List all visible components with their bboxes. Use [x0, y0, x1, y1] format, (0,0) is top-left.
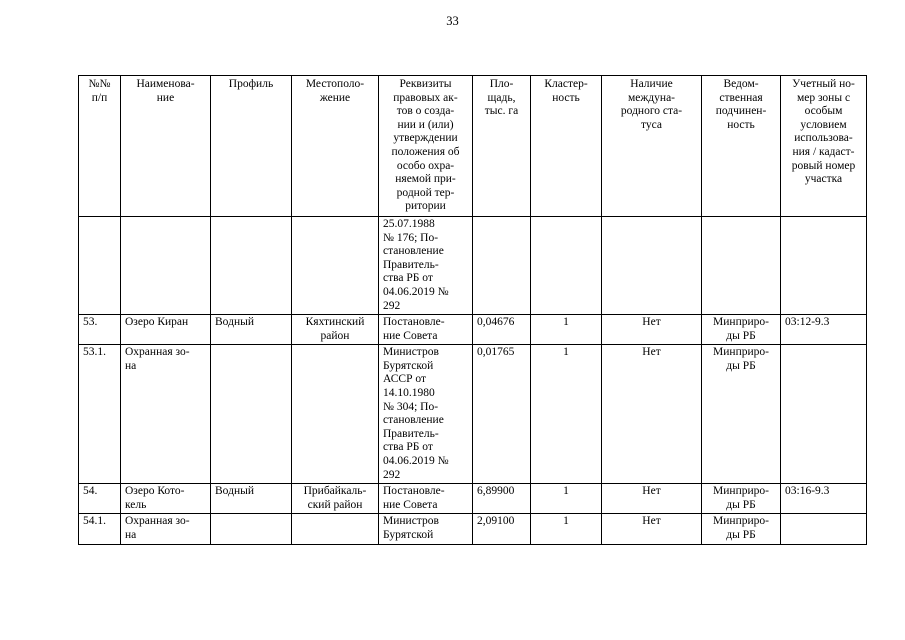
- cell-acts: Постановле- ние Совета: [379, 484, 473, 514]
- cell-area: 0,04676: [473, 315, 531, 345]
- cell-profile: [211, 345, 292, 484]
- table-row: [79, 315, 867, 345]
- page-number: 33: [446, 14, 459, 28]
- header-acts: Реквизиты правовых ак- тов о созда- нии и (или) утверждении положения об особо охра- няемой при- родной тер- ритории: [379, 76, 473, 217]
- table-header-row: [79, 76, 867, 217]
- cell-acts: Постановле- ние Совета: [379, 315, 473, 345]
- cell-department: Минприро- ды РБ: [702, 345, 781, 484]
- cell-area: 0,01765: [473, 345, 531, 484]
- header-location: Местополо- жение: [292, 76, 379, 217]
- cell-department: Минприро- ды РБ: [702, 315, 781, 345]
- cell-reg-number: [781, 514, 867, 544]
- cell-location: [292, 216, 379, 314]
- cell-cluster: 1: [531, 315, 602, 345]
- protected-areas-table: [78, 75, 867, 545]
- cell-acts: Министров Бурятской АССР от 14.10.1980 № 304; По- становление Правитель- ства РБ от 04.06.2019 № 292: [379, 345, 473, 484]
- cell-intl-status: Нет: [602, 484, 702, 514]
- header-cluster: Кластер- ность: [531, 76, 602, 217]
- cell-num: 53.: [79, 315, 121, 345]
- table-row: [79, 216, 867, 314]
- cell-acts: Министров Бурятской: [379, 514, 473, 544]
- cell-num: [79, 216, 121, 314]
- cell-location: [292, 514, 379, 544]
- cell-name: Озеро Кото- кель: [121, 484, 211, 514]
- cell-num: 54.1.: [79, 514, 121, 544]
- cell-intl-status: Нет: [602, 345, 702, 484]
- cell-name: Охранная зо- на: [121, 514, 211, 544]
- cell-profile: [211, 216, 292, 314]
- cell-reg-number: 03:16-9.3: [781, 484, 867, 514]
- cell-area: 6,89900: [473, 484, 531, 514]
- header-name: Наименова- ние: [121, 76, 211, 217]
- cell-department: Минприро- ды РБ: [702, 484, 781, 514]
- cell-reg-number: [781, 216, 867, 314]
- cell-intl-status: Нет: [602, 315, 702, 345]
- cell-profile: [211, 514, 292, 544]
- cell-department: [702, 216, 781, 314]
- table-row: [79, 345, 867, 484]
- cell-location: Кяхтинский район: [292, 315, 379, 345]
- cell-area: [473, 216, 531, 314]
- header-reg-number: Учетный но- мер зоны с особым условием использова- ния / кадаст- ровый номер участка: [781, 76, 867, 217]
- cell-department: Минприро- ды РБ: [702, 514, 781, 544]
- header-num: №№ п/п: [79, 76, 121, 217]
- cell-num: 54.: [79, 484, 121, 514]
- table-row: [79, 484, 867, 514]
- cell-name: Охранная зо- на: [121, 345, 211, 484]
- cell-location: [292, 345, 379, 484]
- cell-location: Прибайкаль- ский район: [292, 484, 379, 514]
- cell-cluster: 1: [531, 514, 602, 544]
- header-department: Ведом- ственная подчинен- ность: [702, 76, 781, 217]
- header-area: Пло- щадь, тыс. га: [473, 76, 531, 217]
- cell-profile: Водный: [211, 484, 292, 514]
- table-row: [79, 514, 867, 544]
- cell-cluster: [531, 216, 602, 314]
- cell-cluster: 1: [531, 484, 602, 514]
- cell-intl-status: Нет: [602, 514, 702, 544]
- header-intl-status: Наличие междуна- родного ста- туса: [602, 76, 702, 217]
- cell-cluster: 1: [531, 345, 602, 484]
- cell-intl-status: [602, 216, 702, 314]
- cell-acts: 25.07.1988 № 176; По- становление Правитель- ства РБ от 04.06.2019 № 292: [379, 216, 473, 314]
- cell-num: 53.1.: [79, 345, 121, 484]
- cell-name: Озеро Киран: [121, 315, 211, 345]
- cell-area: 2,09100: [473, 514, 531, 544]
- cell-profile: Водный: [211, 315, 292, 345]
- cell-name: [121, 216, 211, 314]
- cell-reg-number: [781, 345, 867, 484]
- header-profile: Профиль: [211, 76, 292, 217]
- cell-reg-number: 03:12-9.3: [781, 315, 867, 345]
